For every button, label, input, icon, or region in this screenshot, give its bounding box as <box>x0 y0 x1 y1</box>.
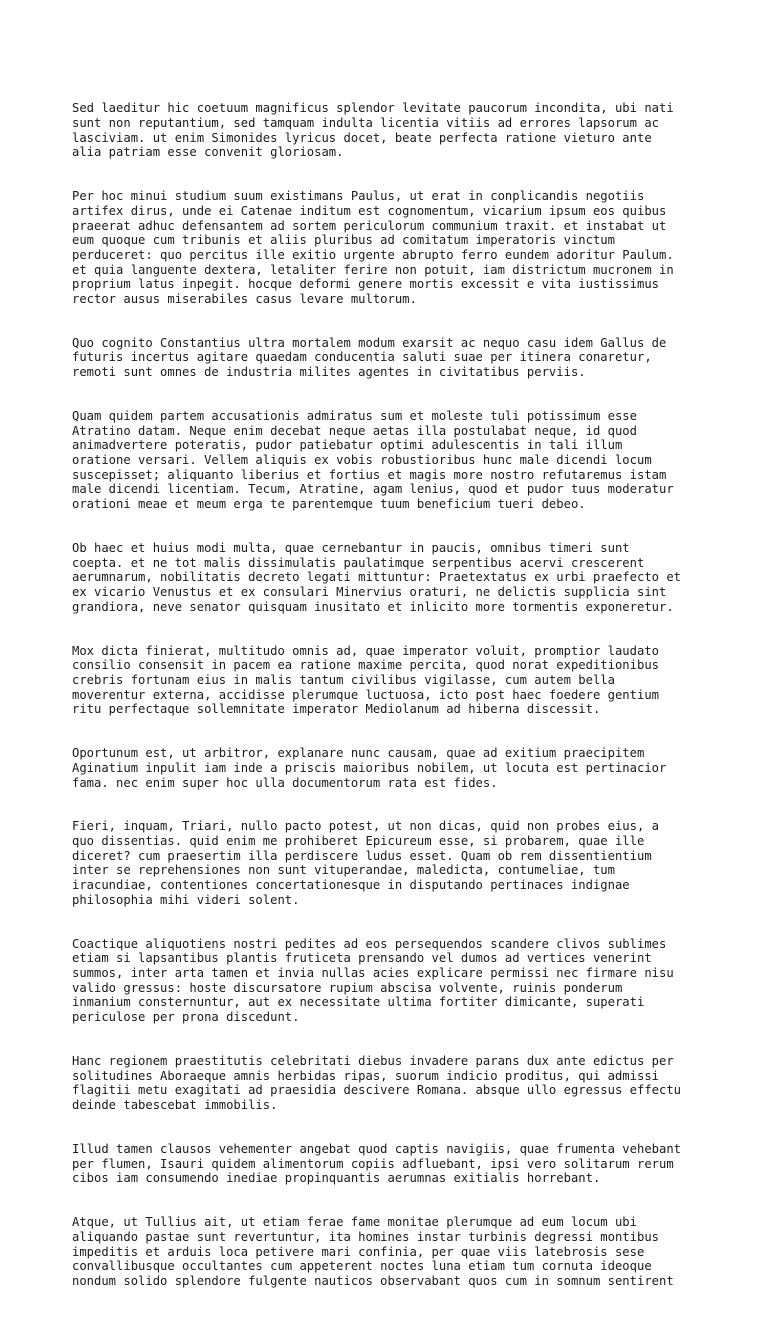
paragraph: Mox dicta finierat, multitudo omnis ad, quae imperator voluit, promptior laudato consilio consensit in pacem ea ratione maxime percita, quod norat expeditionibus crebris fortunam eius in malis tantum civilibus vigilasse, cum autem bella moverentur externa, accidisse plerumque luctuosa, icto post haec foedere gentium ritu perfectaque sollemnitate imperator Mediolanum ad hiberna discessit. <box>72 643 659 717</box>
paragraph: Illud tamen clausos vehementer angebat quod captis navigiis, quae frumenta vehebant per flumen, Isauri quidem alimentorum copiis adfluebant, ipsi vero solitarum rerum cibos iam consumendo inediae propinquantis aerumnas exitialis horrebant. <box>72 1141 682 1186</box>
paragraph: Oportunum est, ut arbitror, explanare nunc causam, quae ad exitium praecipitem Aginatium inpulit iam inde a priscis maioribus nobilem, ut locuta est pertinacior fama. nec enim super hoc ulla documentorum rata est fides. <box>72 746 667 790</box>
paragraph: Coactique aliquotiens nostri pedites ad eos persequendos scandere clivos sublimes etiam si lapsantibus plantis fruticeta prensando vel dumos ad vertices venerint summos, inter arta tamen et invia nullas acies explicare permissi nec firmare nisu valido gressus: hoste discursatore rupium abscisa volvente, ruinis ponderum inmanium consternuntur, aut ex necessitate ultima fortiter dimicante, superati periculose per prona discedunt. <box>72 936 674 1024</box>
paragraph: Ob haec et huius modi multa, quae cernebantur in paucis, omnibus timeri sunt coepta. et ne tot malis dissimulatis paulatimque serpentibus acervi crescerent aerumnarum, nobilitatis decreto legati mittuntur: Praetextatus ex urbi praefecto et ex vicario Venustus et ex consulari Minervius oraturi, ne delictis supplicia sint grandiora, neve senator quisquam inusitato et inlicito more tormentis exponeretur. <box>72 541 682 614</box>
paragraph: Atque, ut Tullius ait, ut etiam ferae fame monitae plerumque ad eum locum ubi aliquando pastae sunt revertuntur, ita homines instar turbinis degressi montibus impeditis et arduis loca petivere mari confinia, per quae viis latebrosis sese convallibusque occultantes cum appeterent noctes luna etiam tum cornuta ideoque nondum solido splendore fulgente nauticos observabant quos cum in somnum sentirent <box>72 1215 674 1288</box>
paragraph: Hanc regionem praestitutis celebritati diebus invadere parans dux ante edictus per solitudines Aboraeque amnis herbidas ripas, suorum indicio proditus, qui admissi flagitii metu exagitati ad praesidia descivere Romana. absque ullo egressus effectu deinde tabescebat immobilis. <box>72 1053 682 1112</box>
paragraph: Fieri, inquam, Triari, nullo pacto potest, ut non dicas, quid non probes eius, a quo dissentias. quid enim me prohiberet Epicureum esse, si probarem, quae ille diceret? cum praesertim illa perdiscere ludus esset. Quam ob rem dissentientium inter se reprehensiones non sunt vituperandae, maledicta, contumeliae, tum iracundiae, contentiones concertationesque in disputando pertinaces indignae philosophia mihi videri solent. <box>72 819 659 907</box>
paragraph: Quam quidem partem accusationis admiratus sum et moleste tuli potissimum esse Atratino datam. Neque enim decebat neque aetas illa postulabat neque, id quod animadvertere poteratis, pudor patiebatur optimi adulescentis in tali illum oratione versari. Vellem aliquis ex vobis robustioribus hunc male dicendi locum suscepisset; aliquanto liberius et fortius et magis more nostro refutaremus istam male dicendi licentiam. Tecum, Atratine, agam lenius, quod et pudor tuus moderatur orationi meae et meum erga te parentemque tuum beneficium tueri debeo. <box>72 409 674 512</box>
paragraph: Sed laeditur hic coetuum magnificus splendor levitate paucorum incondita, ubi nati sunt non reputantium, sed tamquam indulta licentia vitiis ad errores lapsorum ac lasciviam. ut enim Simonides lyricus docet, beate perfecta ratione vieturo ante alia patriam esse convenit gloriosam. <box>72 101 674 160</box>
paragraph: Per hoc minui studium suum existimans Paulus, ut erat in conplicandis negotiis artifex dirus, unde ei Catenae inditum est cognomentum, vicarium ipsum eos quibus praeerat adhuc defensantem ad sortem periculorum communium traxit. et instabat ut eum quoque cum tribunis et aliis pluribus ad comitatum imperatoris vinctum perduceret: quo percitus ille exitio urgente abrupto ferro eundem adoritur Paulum. et quia languente dextera, letaliter ferire non potuit, iam districtum mucronem in proprium latus inpegit. hocque deformi genere mortis excessit e vita iustissimus rector ausus miserabiles casus levare multorum. <box>72 189 674 306</box>
paragraph: Quo cognito Constantius ultra mortalem modum exarsit ac nequo casu idem Gallus de futuris incertus agitare quaedam conducentia saluti suae per itinera conaretur, remoti sunt omnes de industria milites agentes in civitatibus perviis. <box>72 335 667 380</box>
document-body <box>72 72 702 1318</box>
